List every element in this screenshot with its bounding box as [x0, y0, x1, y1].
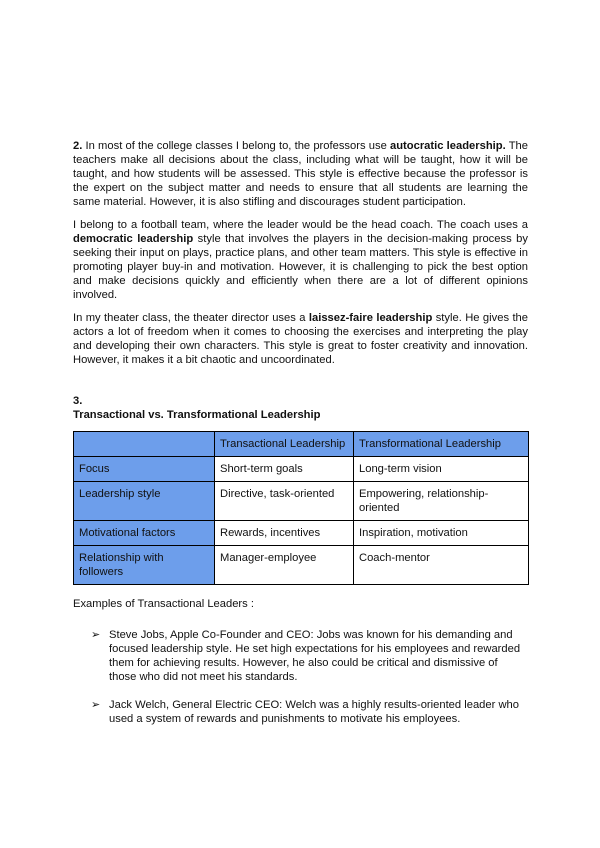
example-text: Steve Jobs, Apple Co-Founder and CEO: Jobs was known for his demanding and focused leadership style. He set high expectations for his employees and rewarded them for achieving results. However, he also could be critical and dismissive of those who did not meet his standards. — [109, 629, 521, 683]
section-title: Transactional vs. Transformational Leadership — [73, 409, 321, 421]
table-cell: Empowering, relationship-oriented — [354, 482, 529, 521]
bold-term: autocratic leadership. — [389, 140, 506, 152]
table-header-cell: Transactional Leadership — [215, 432, 354, 457]
text-run: style. He gives the actors a lot of freedom when it comes to choosing the exercises and interpreting the play and developing their own characters. This style is great to foster creativity and innovation. However, it makes it a bit chaotic and uncoordinated. — [73, 312, 529, 366]
paragraph-autocratic — [73, 139, 528, 209]
row-label-cell: Relationship with followers — [74, 546, 215, 585]
list-item — [73, 628, 528, 684]
document-page — [73, 139, 528, 740]
paragraph-laissez-faire — [73, 311, 528, 367]
table-header-row — [74, 432, 529, 457]
arrow-bullet-icon: ➢ — [91, 629, 101, 641]
table-row — [74, 482, 529, 521]
text-run: I belong to a football team, where the leader would be the head coach. The coach uses a — [73, 219, 528, 231]
table-header-cell: Transformational Leadership — [354, 432, 529, 457]
table-row — [74, 546, 529, 585]
row-label-cell: Leadership style — [74, 482, 215, 521]
table-cell: Rewards, incentives — [215, 521, 354, 546]
section-3-heading — [73, 394, 528, 422]
bold-term: laissez-faire leadership — [308, 312, 433, 324]
table-cell: Short-term goals — [215, 457, 354, 482]
table-cell: Coach-mentor — [354, 546, 529, 585]
table-cell: Long-term vision — [354, 457, 529, 482]
examples-list — [73, 628, 528, 726]
row-label-cell: Motivational factors — [74, 521, 215, 546]
section-number: 2. — [73, 140, 83, 152]
text-run: The teachers make all decisions about the class, including what will be taught, how it will be taught, and how students will be assessed. This style is effective because the professor is the expert on the subject matter and needs to ensure that all students are learning the same material. However, it is also stifling and discourages student participation. — [73, 140, 528, 208]
list-item — [73, 698, 528, 726]
table-cell: Inspiration, motivation — [354, 521, 529, 546]
table-cell: Directive, task-oriented — [215, 482, 354, 521]
paragraph-democratic — [73, 218, 528, 302]
bold-term: democratic leadership — [73, 233, 194, 245]
table-header-cell — [74, 432, 215, 457]
table-cell: Manager-employee — [215, 546, 354, 585]
arrow-bullet-icon: ➢ — [91, 699, 101, 711]
example-text: Jack Welch, General Electric CEO: Welch was a highly results-oriented leader who used a system of rewards and punishments to motivate his employees. — [109, 699, 519, 725]
table-row — [74, 521, 529, 546]
section-number: 3. — [73, 395, 83, 407]
text-run: In my theater class, the theater director uses a — [73, 312, 309, 324]
text-run: style that involves the players in the decision-making process by seeking their input on plays, practice plans, and other team matters. This style is effective in promoting player buy-in and motivation. However, it is challenging to pick the best option and make decisions quickly and efficiently when there are a lot of different opinions involved. — [73, 233, 528, 301]
text-run: In most of the college classes I belong to, the professors use — [82, 140, 390, 152]
row-label-cell: Focus — [74, 457, 215, 482]
examples-title: Examples of Transactional Leaders : — [73, 598, 254, 610]
comparison-table — [73, 431, 529, 585]
table-row — [74, 457, 529, 482]
